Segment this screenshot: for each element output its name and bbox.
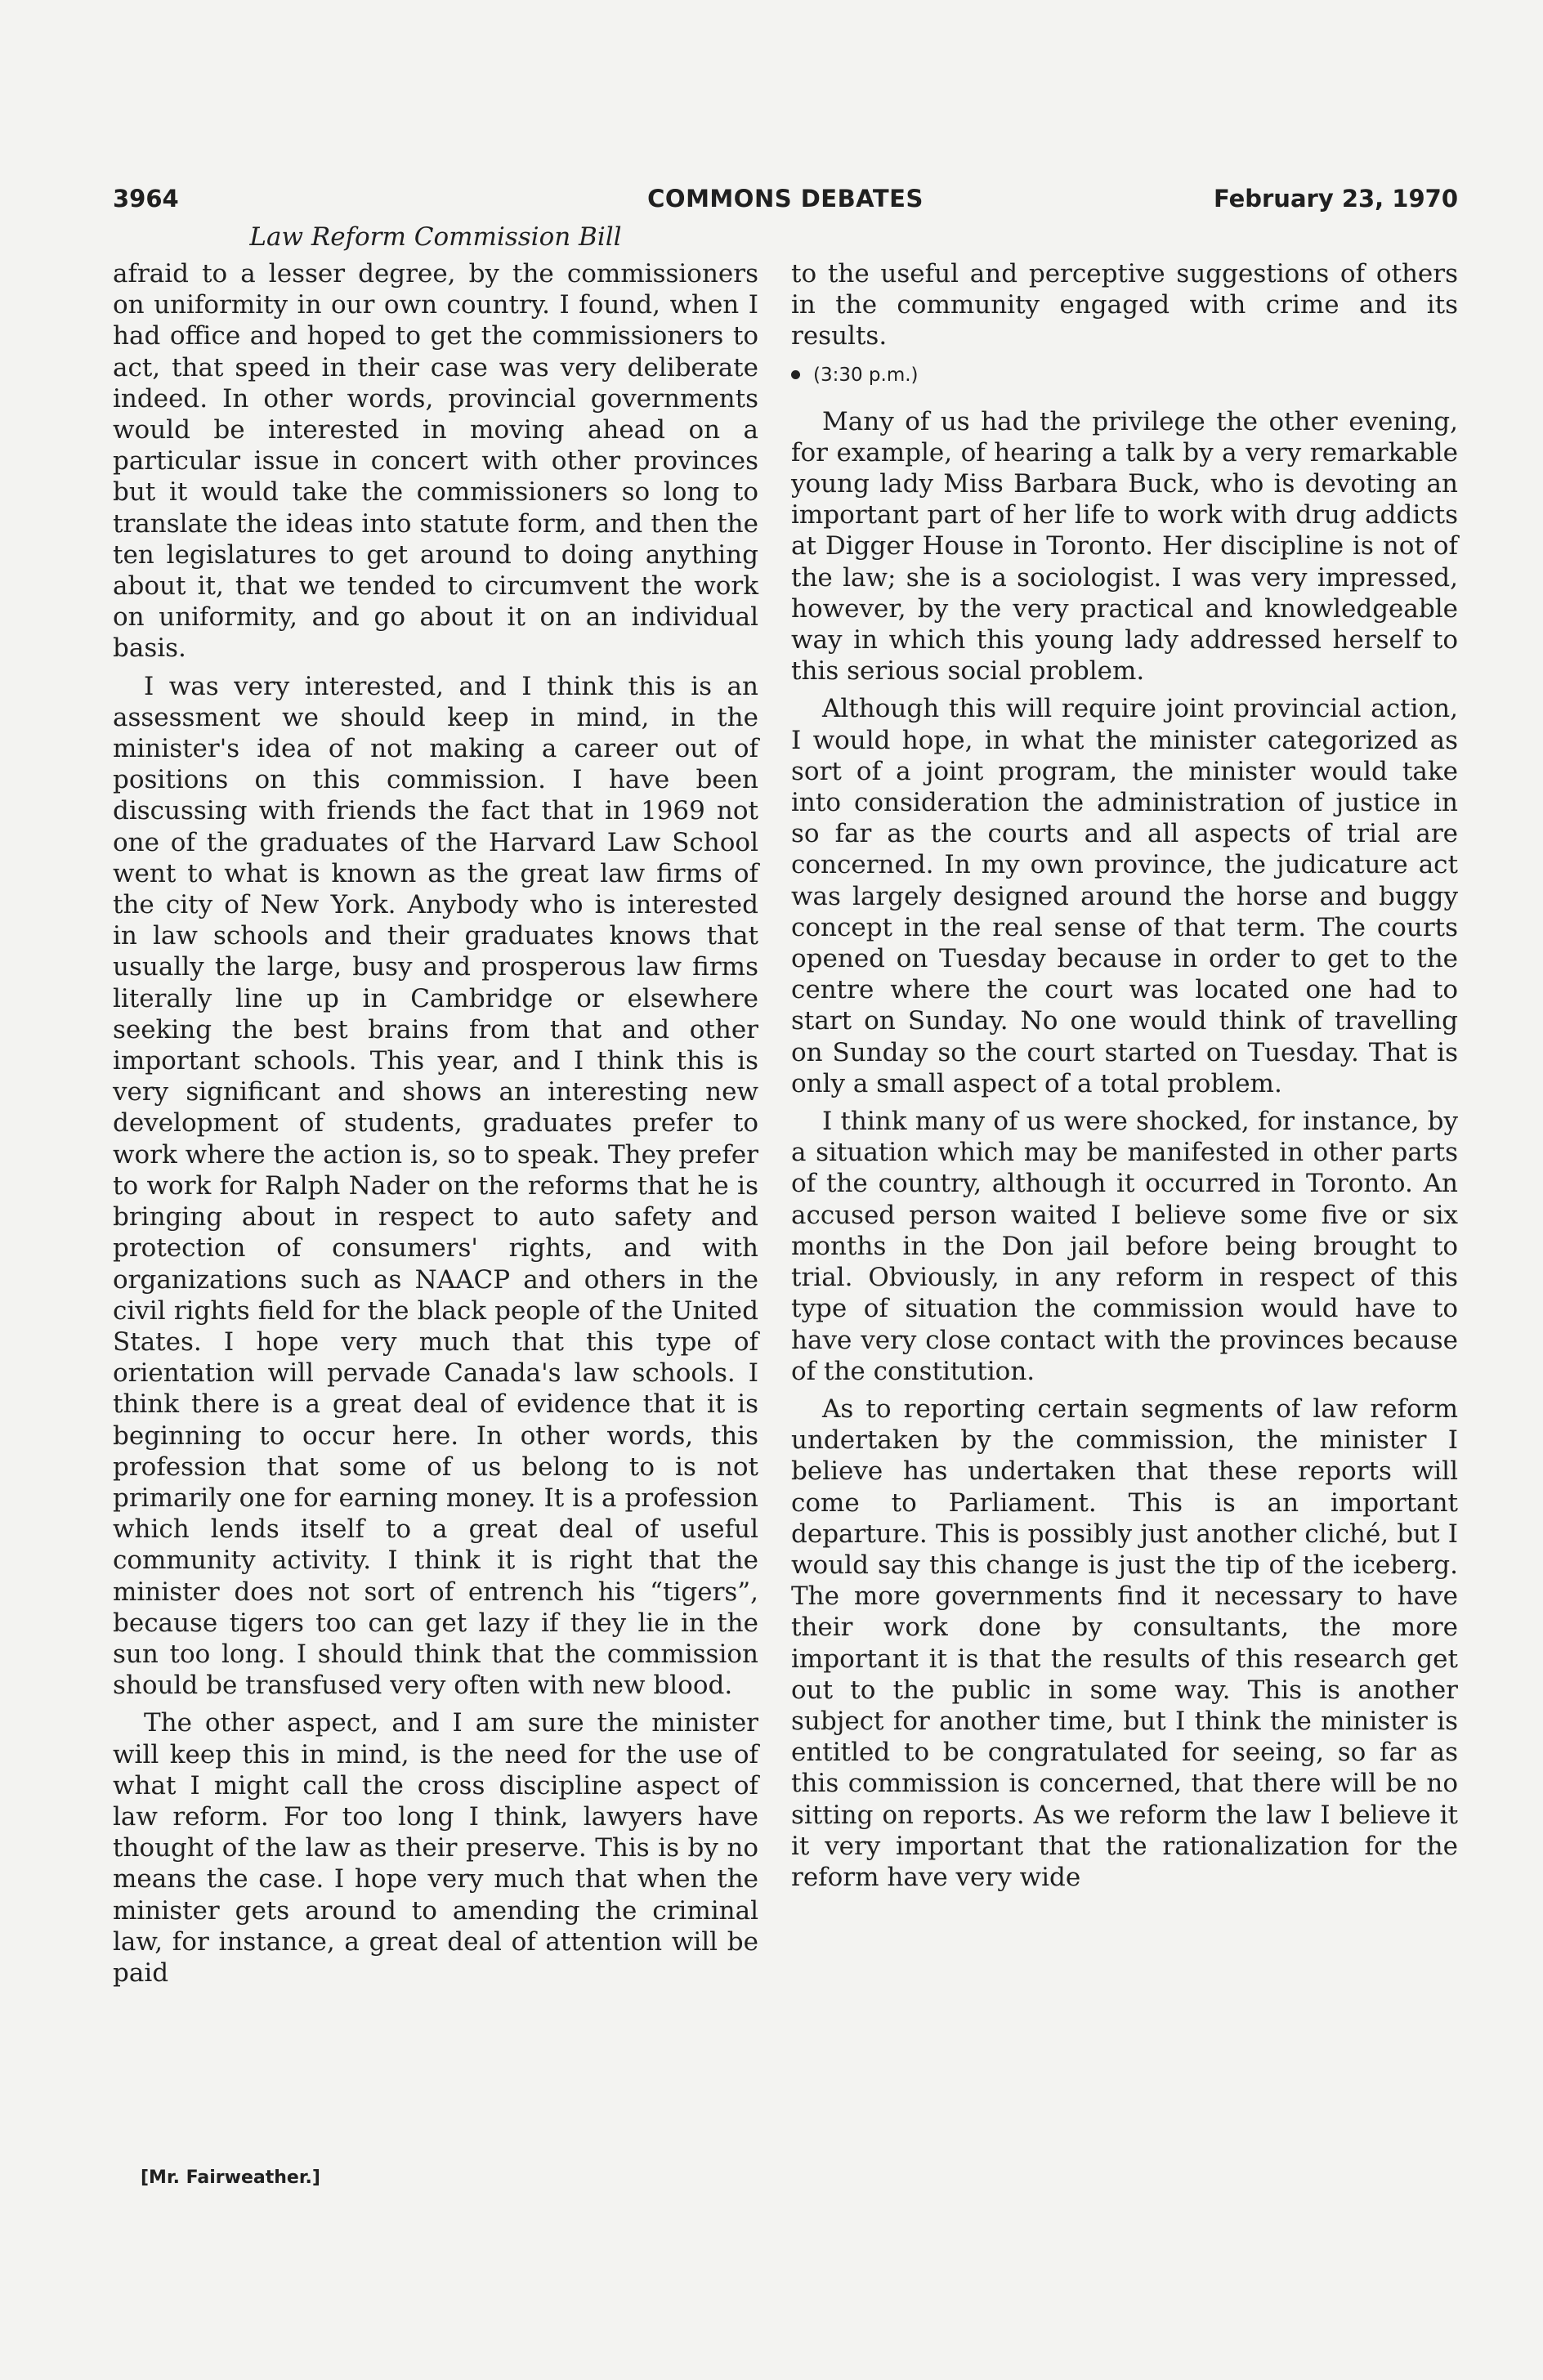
paragraph: Many of us had the privilege the other evening, for example, of hearing a talk by a very remarkable young lady Miss Barbara Buck, who is devoting an important part of her life to work with drug addicts at Digger House in Toronto. Her discipline is not of the law; she is a sociologist. I was very impressed, however, by the very practical and knowledgeable way in which this young lady addressed herself to this serious social problem.	[791, 406, 1458, 687]
running-title: COMMONS DEBATES	[647, 185, 924, 212]
paragraph: As to reporting certain segments of law reform undertaken by the commission, the minister I believe has undertaken that these reports will come to Parliament. This is an important departure. This is possibly just another cliché, but I would say this change is just the tip of the iceberg. The more governments find it necessary to have their work done by consultants, the more important it is that the results of this research get out to the public in some way. This is another subject for another time, but I think the minister is entitled to be congratulated for seeing, so far as this commission is concerned, that there will be no sitting on reports. As we reform the law I believe it it very important that the rationalization for the reform have very wide	[791, 1394, 1458, 1892]
time-stamp-text: (3:30 p.m.)	[813, 364, 919, 386]
right-column	[791, 258, 1458, 1899]
paragraph: to the useful and perceptive suggestions of others in the community engaged with crime and its results.	[791, 259, 1458, 351]
left-column	[113, 258, 758, 1995]
paragraph: The other aspect, and I am sure the minister will keep this in mind, is the need for the use of what I might call the cross discipline aspect of law reform. For too long I think, lawyers have thought of the law as their preserve. This is by no means the case. I hope very much that when the minister gets around to amending the criminal law, for instance, a great deal of attention will be paid	[113, 1708, 758, 1988]
paragraph: Although this will require joint provincial action, I would hope, in what the minister categorized as sort of a joint program, the minister would take into consideration the administration of justice in so far as the courts and all aspects of trial are concerned. In my own province, the judicature act was largely designed around the horse and buggy concept in the real sense of that term. The courts opened on Tuesday because in order to get to the centre where the court was located one had to start on Sunday. No one would think of travelling on Sunday so the court started on Tuesday. That is only a small aspect of a total problem.	[791, 694, 1458, 1098]
page-header	[113, 181, 1458, 222]
paragraph: afraid to a lesser degree, by the commissioners on uniformity in our own country. I found, when I had office and hoped to get the commissioners to act, that speed in their case was very deliberate indeed. In other words, provincial governments would be interested in moving ahead on a particular issue in concert with other provinces but it would take the commissioners so long to translate the ideas into statute form, and then the ten legislatures to get around to doing anything about it, that we tended to circumvent the work on uniformity, and go about it on an individual basis.	[113, 259, 758, 664]
page-number: 3964	[113, 185, 179, 212]
time-stamp	[791, 360, 1458, 390]
bullet-icon	[791, 370, 800, 379]
paragraph: I think many of us were shocked, for instance, by a situation which may be manifested in other parts of the country, although it occurred in Toronto. An accused person waited I believe some five or six months in the Don jail before being brought to trial. Obviously, in any reform in respect of this type of situation the commission would have to have very close contact with the provinces because of the constitution.	[791, 1107, 1458, 1386]
speaker-attribution: [Mr. Fairweather.]	[141, 2168, 320, 2188]
paragraph: I was very interested, and I think this is an assessment we should keep in mind, in the minister's idea of not making a career out of positions on this commission. I have been discussing with friends the fact that in 1969 not one of the graduates of the Harvard Law School went to what is known as the great law firms of the city of New York. Anybody who is interested in law schools and their graduates knows that usually the large, busy and prosperous law firms literally line up in Cambridge or elsewhere seeking the best brains from that and other important schools. This year, and I think this is very significant and shows an interesting new development of students, graduates prefer to work where the action is, so to speak. They prefer to work for Ralph Nader on the reforms that he is bringing about in respect to auto safety and protection of consumers' rights, and with organizations such as NAACP and others in the civil rights field for the black people of the United States. I hope very much that this type of orientation will pervade Canada's law schools. I think there is a great deal of evidence that it is beginning to occur here. In other words, this profession that some of us belong to is not primarily one for earning money. It is a profession which lends itself to a great deal of useful community activity. I think it is right that the minister does not sort of entrench his “tigers”, because tigers too can get lazy if they lie in the sun too long. I should think that the commission should be transfused very often with new blood.	[113, 671, 758, 1701]
document-page	[113, 181, 1458, 2225]
header-date: February 23, 1970	[1213, 185, 1458, 212]
section-title: Law Reform Commission Bill	[249, 222, 622, 252]
